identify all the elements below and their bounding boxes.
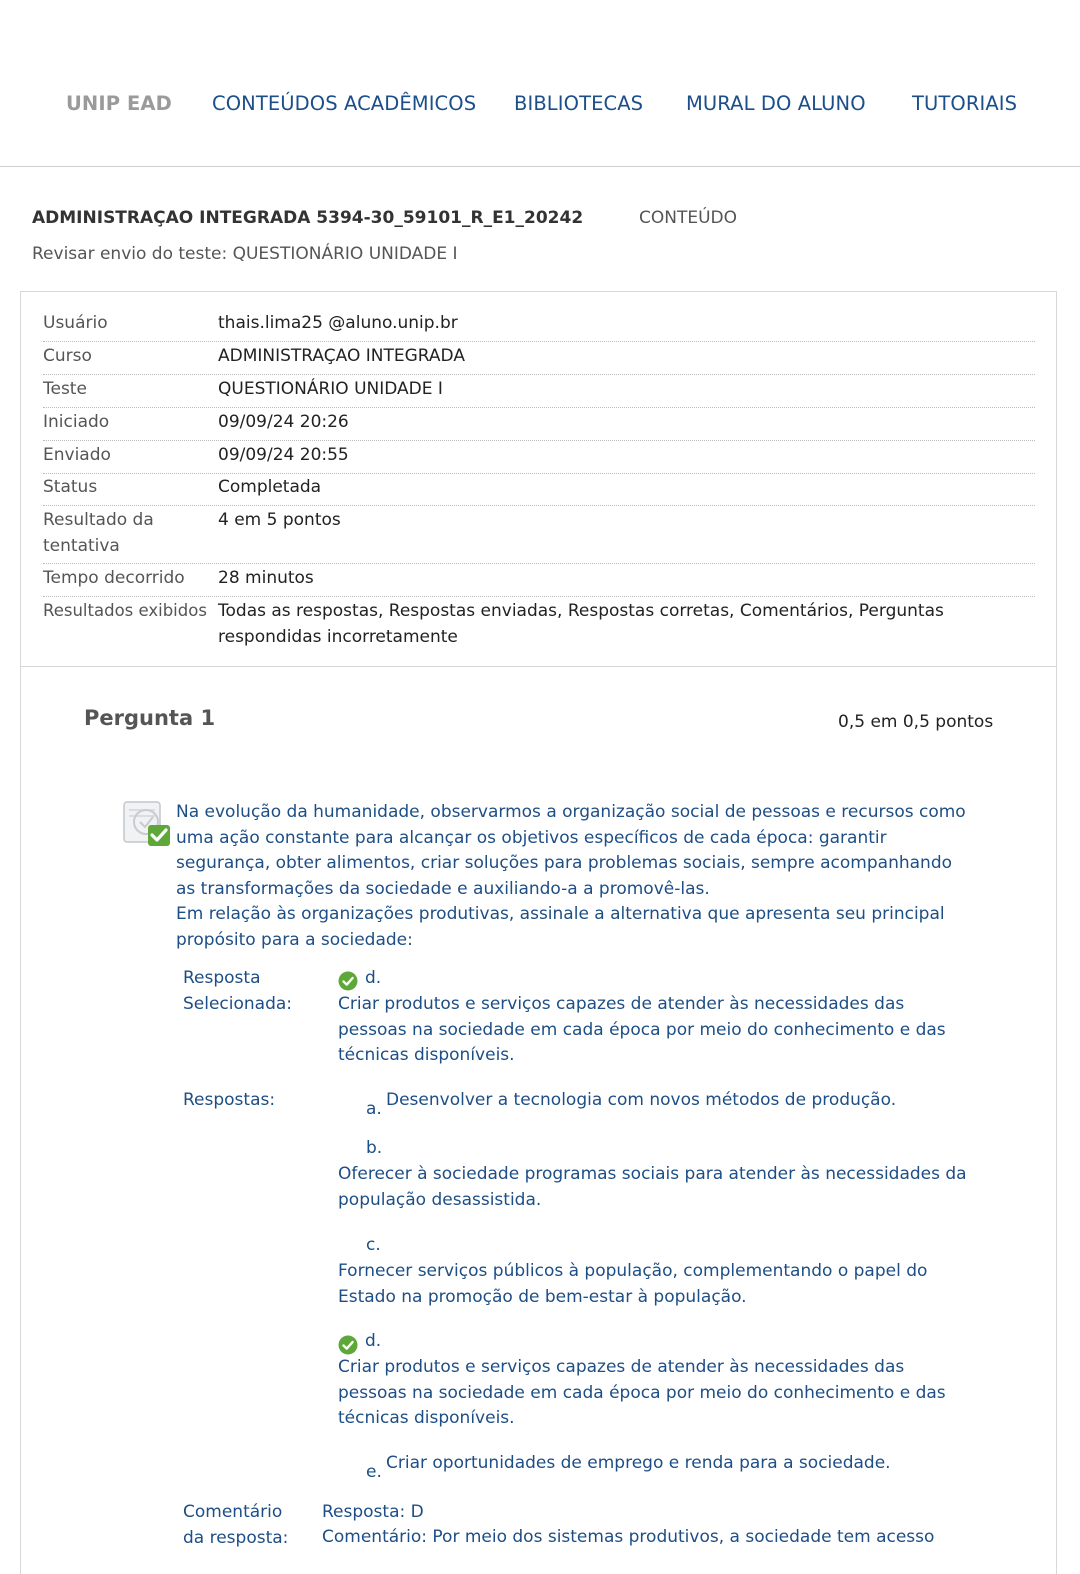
info-value: ADMINISTRAÇAO INTEGRADA (218, 346, 465, 366)
info-label: Resultado da tentativa (43, 510, 154, 556)
answer-letter-d: d. (365, 1331, 382, 1351)
answer-text-b: Oferecer à sociedade programas sociais para atender às necessidades da população desassistida. (338, 1164, 967, 1210)
answer-text-e: Criar oportunidades de emprego e renda para a sociedade. (386, 1453, 891, 1473)
info-label: Enviado (43, 445, 111, 465)
selected-answer-label: Resposta Selecionada: (183, 968, 293, 1014)
info-label: Curso (43, 346, 92, 366)
info-row-resultados-exibidos (43, 598, 1035, 654)
info-value: 4 em 5 pontos (218, 510, 341, 530)
info-value: 28 minutos (218, 568, 314, 588)
selected-answer-letter: d. (365, 968, 382, 988)
info-label: Status (43, 477, 98, 497)
info-row-iniciado (43, 409, 1035, 441)
answer-text-d: Criar produtos e serviços capazes de atender às necessidades das pessoas na sociedade em cada época por meio do conhecimento e das técnicas disponíveis. (338, 1357, 946, 1428)
nav-tutoriais[interactable]: TUTORIAIS (912, 92, 1018, 115)
info-row-teste (43, 376, 1035, 408)
info-label: Resultados exibidos (43, 601, 207, 620)
info-value: QUESTIONÁRIO UNIDADE I (218, 379, 443, 399)
page-title: Revisar envio do teste: QUESTIONÁRIO UNIDADE I (32, 244, 458, 264)
answer-text-c: Fornecer serviços públicos à população, complementando o papel do Estado na promoção de bem-estar à população. (338, 1261, 928, 1307)
top-navigation (0, 0, 1080, 167)
info-row-tempo (43, 565, 1035, 597)
nav-mural-do-aluno[interactable]: MURAL DO ALUNO (686, 92, 866, 115)
info-row-usuario (43, 310, 1035, 342)
info-row-resultado (43, 507, 1035, 564)
nav-conteudos-academicos[interactable]: CONTEÚDOS ACADÊMICOS (212, 92, 477, 115)
info-value: 09/09/24 20:26 (218, 412, 349, 432)
comment-answer: Resposta: D (322, 1502, 424, 1522)
question-paragraph: Na evolução da humanidade, observarmos a organização social de pessoas e recursos como uma ação constante para alcançar os objetivos específicos de cada época: garantir segurança, obter alimentos, criar soluções para problemas sociais, sempre acompanhando as transformações da sociedade e auxiliando-a a promovê-las. (176, 802, 966, 899)
info-value: thais.lima25 @aluno.unip.br (218, 313, 458, 333)
question-paragraph: Em relação às organizações produtivas, assinale a alternativa que apresenta seu principal propósito para a sociedade: (176, 904, 945, 950)
info-row-status (43, 474, 1035, 506)
selected-answer-text: Criar produtos e serviços capazes de atender às necessidades das pessoas na sociedade em cada época por meio do conhecimento e das técnicas disponíveis. (338, 994, 946, 1065)
info-value: Completada (218, 477, 322, 497)
info-row-curso (43, 343, 1035, 375)
info-value: Todas as respostas, Respostas enviadas, Respostas corretas, Comentários, Perguntas respondidas incorretamente (218, 601, 944, 647)
info-value: 09/09/24 20:55 (218, 445, 349, 465)
answers-label: Respostas: (183, 1090, 276, 1110)
answer-letter-b: b. (366, 1138, 383, 1158)
question-text (176, 800, 976, 953)
comment-text: Comentário: Por meio dos sistemas produtivos, a sociedade tem acesso (322, 1527, 935, 1547)
correct-question-icon (123, 800, 171, 848)
info-label: Usuário (43, 313, 108, 333)
correct-check-icon (338, 1335, 358, 1355)
info-row-enviado (43, 442, 1035, 474)
answer-letter-c: c. (366, 1235, 381, 1255)
nav-unip-ead[interactable]: UNIP EAD (66, 92, 172, 115)
info-label: Iniciado (43, 412, 110, 432)
answer-text-a: Desenvolver a tecnologia com novos métodos de produção. (386, 1090, 897, 1110)
answer-letter-a: a. (366, 1099, 382, 1119)
breadcrumb-course[interactable]: ADMINISTRAÇAO INTEGRADA 5394-30_59101_R_E1_20242 (32, 208, 584, 228)
nav-bibliotecas[interactable]: BIBLIOTECAS (514, 92, 644, 115)
question-title: Pergunta 1 (84, 706, 216, 730)
answer-letter-e: e. (366, 1462, 382, 1482)
info-label: Tempo decorrido (43, 568, 185, 588)
attempt-info-panel (20, 291, 1057, 667)
correct-check-icon (338, 971, 358, 991)
breadcrumb-section[interactable]: CONTEÚDO (639, 208, 738, 228)
question-points: 0,5 em 0,5 pontos (838, 712, 994, 732)
info-label: Teste (43, 379, 87, 399)
comment-label: Comentário da resposta: (183, 1502, 289, 1548)
